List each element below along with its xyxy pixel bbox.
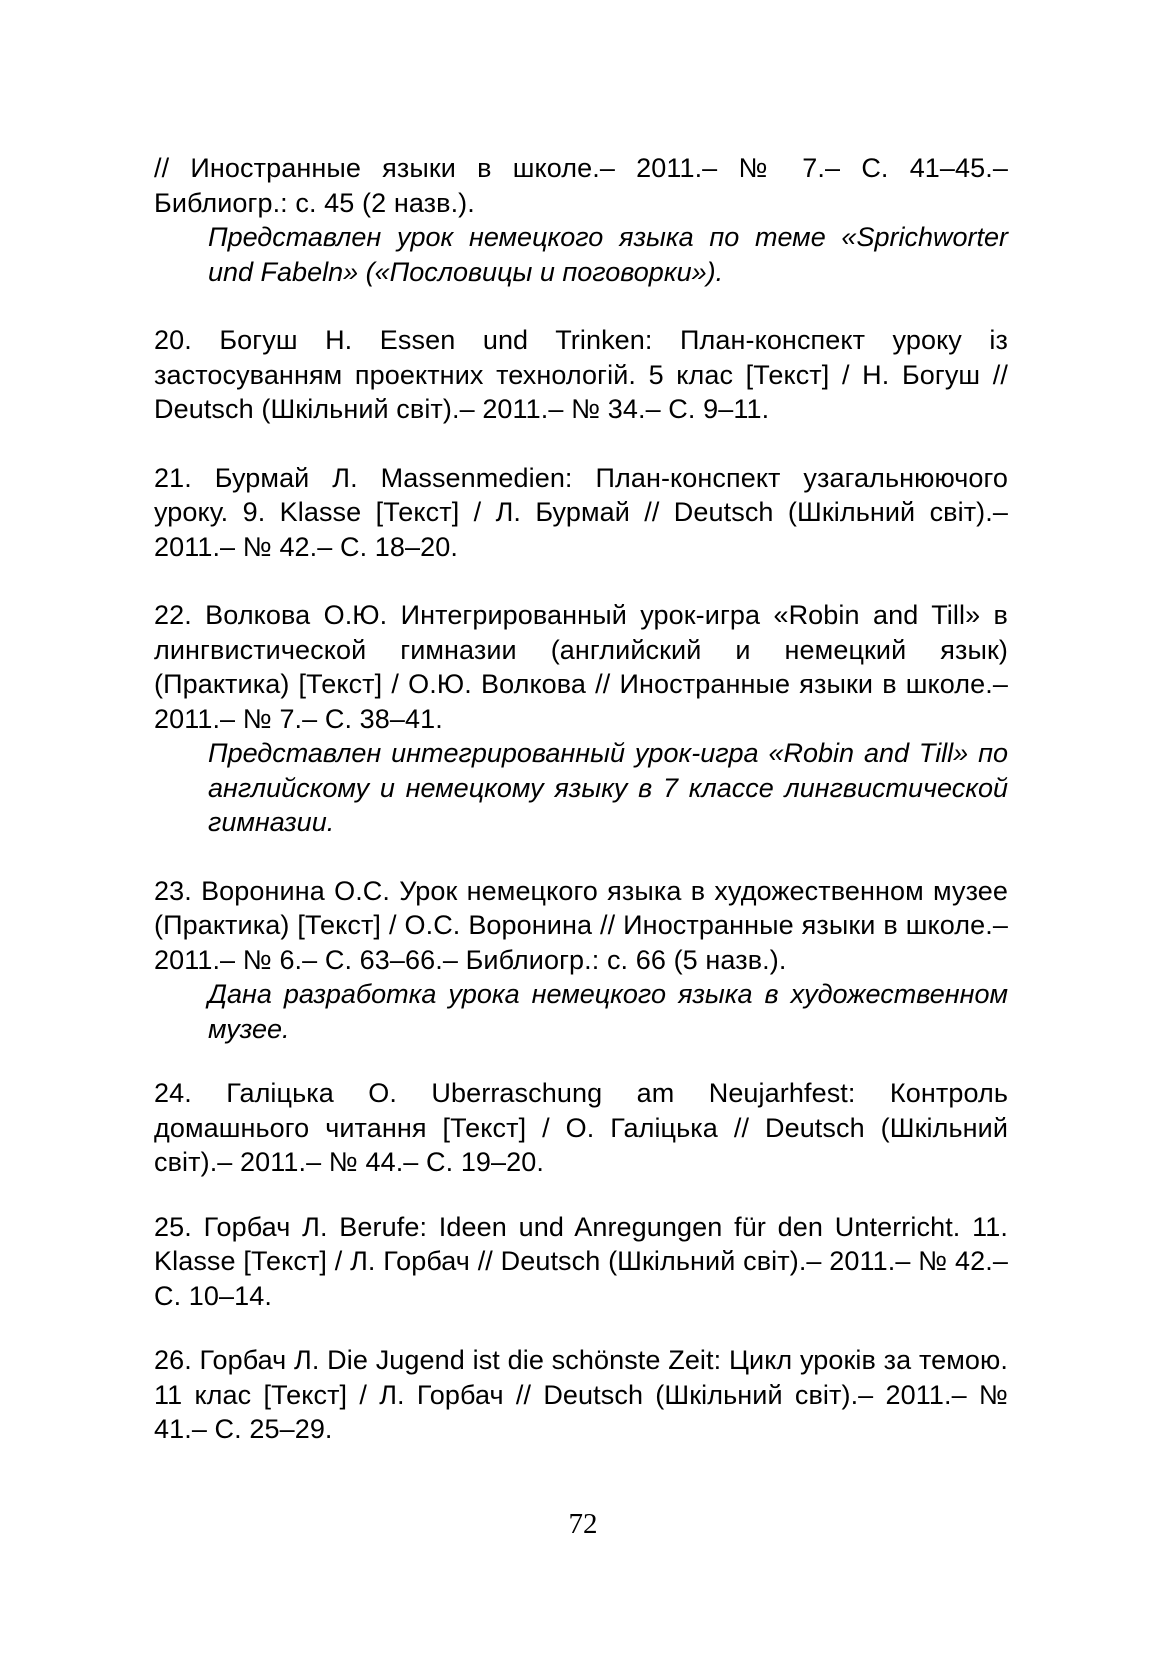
bibliography-entry-20: [154, 323, 1008, 427]
entry-annotation: Представлен урок немецкого языка по теме «Sprichworter und Fabeln» («Пословицы и поговорки»).: [208, 222, 1008, 287]
bibliography-entry-23: [154, 874, 1008, 1047]
entry-text: 23. Воронина О.С. Урок немецкого языка в художественном музее (Практика) [Текст] / О.С. Воронина // Иностранные языки в школе.– 2011.– № 6.– С. 63–66.– Библиогр.: с. 66 (5 назв.).: [154, 875, 1008, 975]
bibliography-entry-25: [154, 1210, 1008, 1314]
entry-text: 24. Галіцька О. Uberraschung am Neujarhfest: Контроль домашнього читання [Текст] / О. Галіцька // Deutsch (Шкільний світ).– 2011.– № 44.– С. 19–20.: [154, 1078, 1008, 1177]
entry-text: 22. Волкова О.Ю. Интегрированный урок-игра «Robin and Till» в лингвистической гимназии (английский и немецкий язык) (Практика) [Текст] / О.Ю. Волкова // Иностранные языки в школе.– 2011.– № 7.– С. 38–41.: [154, 600, 1008, 734]
entry-text: 21. Бурмай Л. Massenmedien: План-конспект узагальнюючого уроку. 9. Klasse [Текст] / Л. Бурмай // Deutsch (Шкільний світ).– 2011.– № 42.– С. 18–20.: [154, 462, 1008, 562]
entry-text: 26. Горбач Л. Die Jugend ist die schönste Zeit: Цикл уроків за темою. 11 клас [Текст] / Л. Горбач // Deutsch (Шкільний світ).– 2011.– № 41.– С. 25–29.: [154, 1345, 1008, 1444]
bibliography-entry-19-continuation: [154, 151, 1008, 289]
entry-text: // Иностранные языки в школе.– 2011.– № 7.– С. 41–45.– Библиогр.: с. 45 (2 назв.).: [154, 153, 1008, 218]
document-page: [154, 151, 1008, 1447]
entry-annotation: Представлен интегрированный урок-игра «Robin and Till» по английскому и немецкому языку в 7 классе лингвистической гимназии.: [208, 738, 1008, 837]
page-number: 72: [568, 1508, 598, 1540]
entry-text: 25. Горбач Л. Berufe: Ideen und Anregungen für den Unterricht. 11. Klasse [Текст] / Л. Горбач // Deutsch (Шкільний світ).– 2011.– № 42.– С. 10–14.: [154, 1211, 1008, 1311]
entry-annotation: Дана разработка урока немецкого языка в художественном музее.: [208, 979, 1008, 1044]
bibliography-entry-21: [154, 461, 1008, 565]
bibliography-entry-26: [154, 1343, 1008, 1447]
bibliography-entry-22: [154, 598, 1008, 840]
entry-text: 20. Богуш Н. Essen und Trinken: План-конспект уроку із застосуванням проектних технологій. 5 клас [Текст] / Н. Богуш // Deutsch (Шкільний світ).– 2011.– № 34.– С. 9–11.: [154, 325, 1008, 424]
bibliography-entry-24: [154, 1076, 1008, 1180]
